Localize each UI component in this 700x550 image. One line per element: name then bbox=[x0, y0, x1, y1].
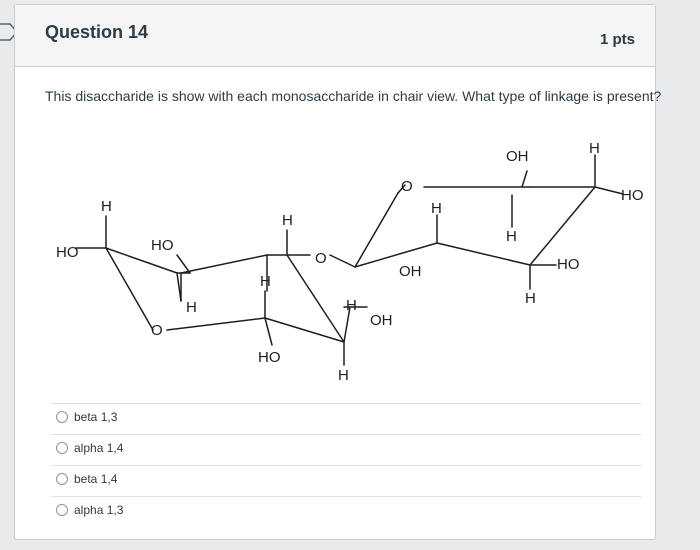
answer-option[interactable] bbox=[51, 465, 641, 495]
structure-label-ring1-oxygen: O bbox=[151, 322, 163, 339]
question-prompt: This disaccharide is show with each monosaccharide in chair view. What type of linkage is present? bbox=[45, 88, 662, 104]
structure-label-h-ring2-c3: H bbox=[506, 228, 517, 245]
answer-label: alpha 1,4 bbox=[74, 441, 124, 455]
structure-label-ho-ring1: HO bbox=[151, 237, 174, 254]
structure-label-h-ring2-c4: H bbox=[431, 200, 442, 217]
structure-label-oh-ring1-c1: OH bbox=[370, 312, 393, 329]
answer-label: alpha 1,3 bbox=[74, 503, 124, 517]
question-points: 1 pts bbox=[599, 31, 635, 48]
structure-label-h-ring1-c1-axial: H bbox=[346, 297, 357, 314]
radio-button[interactable] bbox=[56, 442, 68, 454]
structure-label-ho-left: HO bbox=[56, 244, 79, 261]
disaccharide-structure bbox=[15, 5, 657, 385]
structure-label-h-ring1-c1-lower: H bbox=[338, 367, 349, 384]
structure-label-oh-ring2-c4: OH bbox=[399, 263, 422, 280]
answer-option[interactable] bbox=[51, 403, 641, 433]
structure-label-ho-ring2-c2: HO bbox=[557, 256, 580, 273]
structure-label-ring1-oxygen-right: O bbox=[315, 250, 327, 267]
answer-option[interactable] bbox=[51, 434, 641, 464]
structure-label-glycosidic-oxygen: O bbox=[401, 178, 413, 195]
answer-option[interactable] bbox=[51, 496, 641, 526]
structure-label-ho-ring2-right: HO bbox=[621, 187, 644, 204]
answer-label: beta 1,4 bbox=[74, 472, 118, 486]
structure-label-h-top-left: H bbox=[101, 198, 112, 215]
structure-label-h-ring1-top: H bbox=[282, 212, 293, 229]
structure-label-ho-ring1-bottom: HO bbox=[258, 349, 281, 366]
radio-button[interactable] bbox=[56, 473, 68, 485]
structure-label-oh-ring2-top: OH bbox=[506, 148, 529, 165]
structure-label-h-ring1-middle: H bbox=[260, 273, 271, 290]
structure-label-h-ring1-lower: H bbox=[186, 299, 197, 316]
radio-button[interactable] bbox=[56, 411, 68, 423]
question-card bbox=[14, 4, 662, 540]
answer-label: beta 1,3 bbox=[74, 410, 118, 424]
structure-label-h-ring2-top-right: H bbox=[589, 140, 600, 157]
question-title: Question 14 bbox=[45, 22, 149, 42]
radio-button[interactable] bbox=[56, 504, 68, 516]
structure-label-h-ring2-c2: H bbox=[525, 290, 536, 307]
